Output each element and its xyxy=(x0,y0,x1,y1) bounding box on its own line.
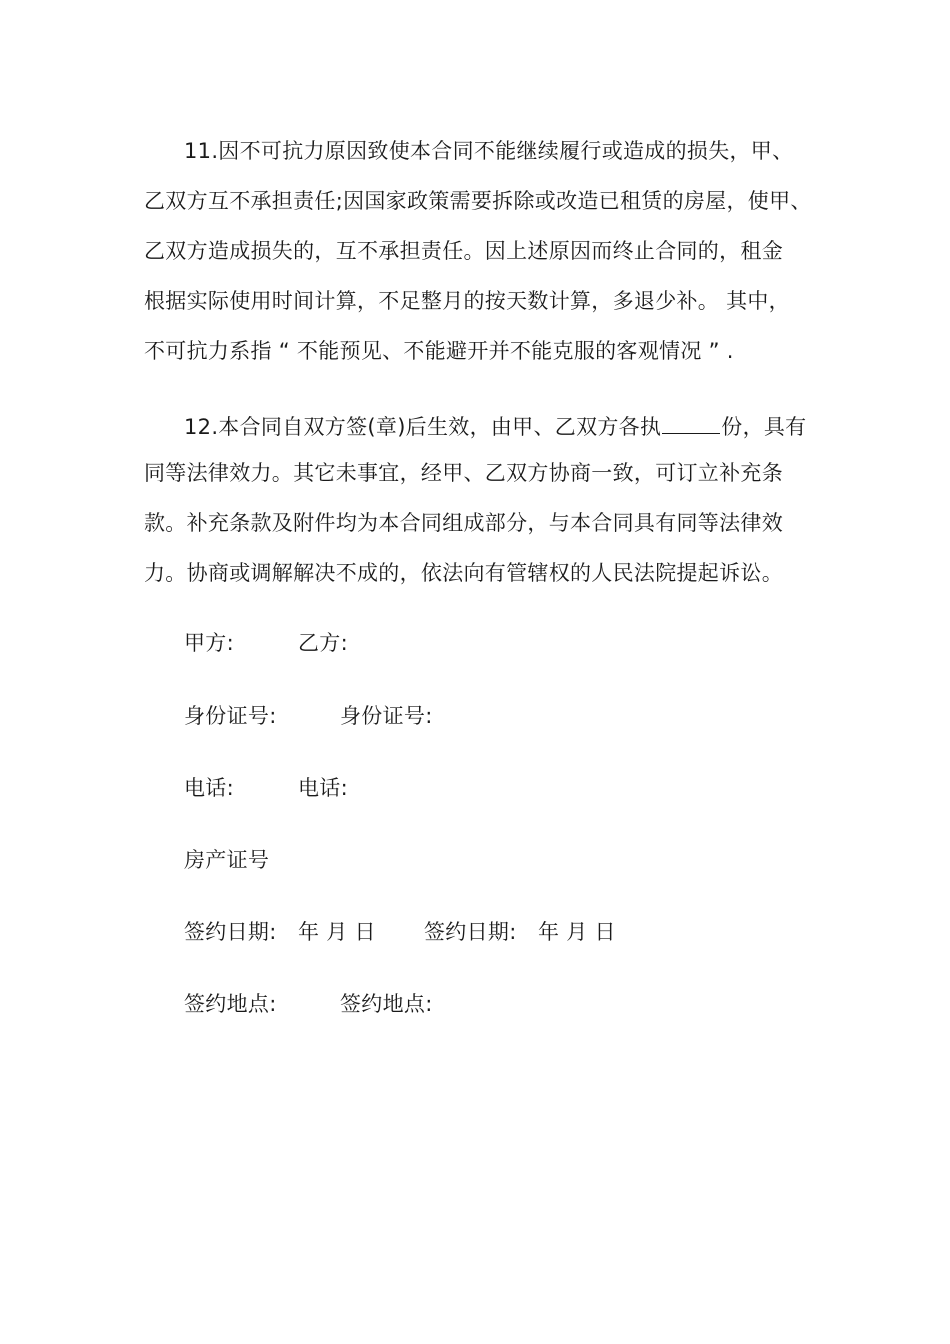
clause-12-line-1 xyxy=(184,413,806,438)
id-number-b-label: 身份证号: xyxy=(340,704,433,728)
sign-date-a-value: 年 月 日 xyxy=(298,920,376,944)
party-a-label: 甲方: xyxy=(184,631,234,655)
clause-12-line-1-text-b: 份，具有 xyxy=(721,415,807,439)
clause-11-line-3: 乙双方造成损失的，互不承担责任。因上述原因而终止合同的，租金 xyxy=(144,239,783,263)
clause-11-line-1: 11.因不可抗力原因致使本合同不能继续履行或造成的损失，甲、 xyxy=(184,139,794,163)
clause-12-line-4: 力。协商或调解解决不成的，依法向有管辖权的人民法院提起诉讼。 xyxy=(144,561,783,585)
id-number-a-label: 身份证号: xyxy=(184,704,277,728)
sign-date-a-label: 签约日期: xyxy=(184,920,277,944)
clause-12-line-2: 同等法律效力。其它未事宜，经甲、乙双方协商一致，可订立补充条 xyxy=(144,461,783,485)
clause-11-line-5: 不可抗力系指 “ 不能预见、不能避开并不能克服的客观情况 ” . xyxy=(144,339,734,363)
party-b-label: 乙方: xyxy=(298,631,348,655)
clause-12-line-1-text-a: 12.本合同自双方签(章)后生效，由甲、乙双方各执 xyxy=(184,415,662,439)
copies-blank xyxy=(662,413,720,434)
sign-date-b-value: 年 月 日 xyxy=(538,920,616,944)
clause-11-line-2: 乙双方互不承担责任;因国家政策需要拆除或改造已租赁的房屋，使甲、 xyxy=(144,189,812,213)
sign-place-b-label: 签约地点: xyxy=(340,992,433,1016)
phone-b-label: 电话: xyxy=(298,776,348,800)
sign-date-b-label: 签约日期: xyxy=(424,920,517,944)
clause-11-line-4: 根据实际使用时间计算，不足整月的按天数计算，多退少补。 其中， xyxy=(144,289,790,313)
clause-12-line-3: 款。补充条款及附件均为本合同组成部分，与本合同具有同等法律效 xyxy=(144,511,783,535)
property-cert-label: 房产证号 xyxy=(184,848,270,872)
phone-a-label: 电话: xyxy=(184,776,234,800)
sign-place-a-label: 签约地点: xyxy=(184,992,277,1016)
